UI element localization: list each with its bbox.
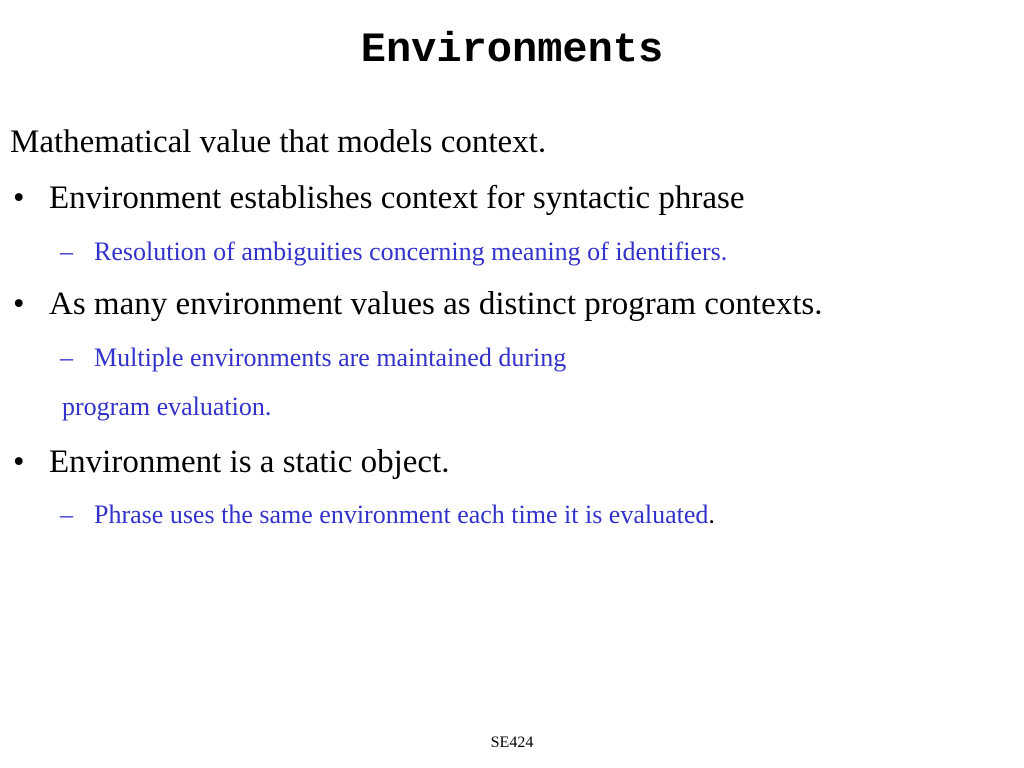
bullet-item-1: [13, 176, 745, 220]
intro-text: Mathematical value that models context.: [10, 124, 547, 160]
slide-title: Environments: [360, 26, 664, 74]
footer-label: SE424: [490, 734, 534, 751]
bullet-marker: •: [13, 180, 25, 216]
bullet-marker: •: [13, 444, 25, 480]
dash-marker: –: [60, 343, 73, 372]
dash-marker: –: [60, 500, 73, 529]
bullet-item-2: [13, 282, 823, 326]
sub-item-2: [60, 341, 566, 375]
dash-marker: –: [60, 237, 73, 266]
sub-item-3: [60, 498, 715, 532]
sub-item-2-continuation: program evaluation.: [62, 392, 272, 421]
sub-text: Phrase uses the same environment each time it is evaluated: [94, 500, 709, 529]
bullet-text: Environment is a static object.: [49, 444, 450, 480]
bullet-text: As many environment values as distinct program contexts.: [49, 286, 823, 322]
bullet-text: Environment establishes context for syntactic phrase: [49, 180, 745, 216]
trailing-period: .: [708, 500, 715, 529]
sub-text: Multiple environments are maintained during: [94, 343, 567, 372]
sub-item-1: [60, 235, 727, 269]
sub-text: Resolution of ambiguities concerning meaning of identifiers.: [94, 237, 728, 266]
bullet-item-3: [13, 440, 449, 484]
bullet-marker: •: [13, 286, 25, 322]
